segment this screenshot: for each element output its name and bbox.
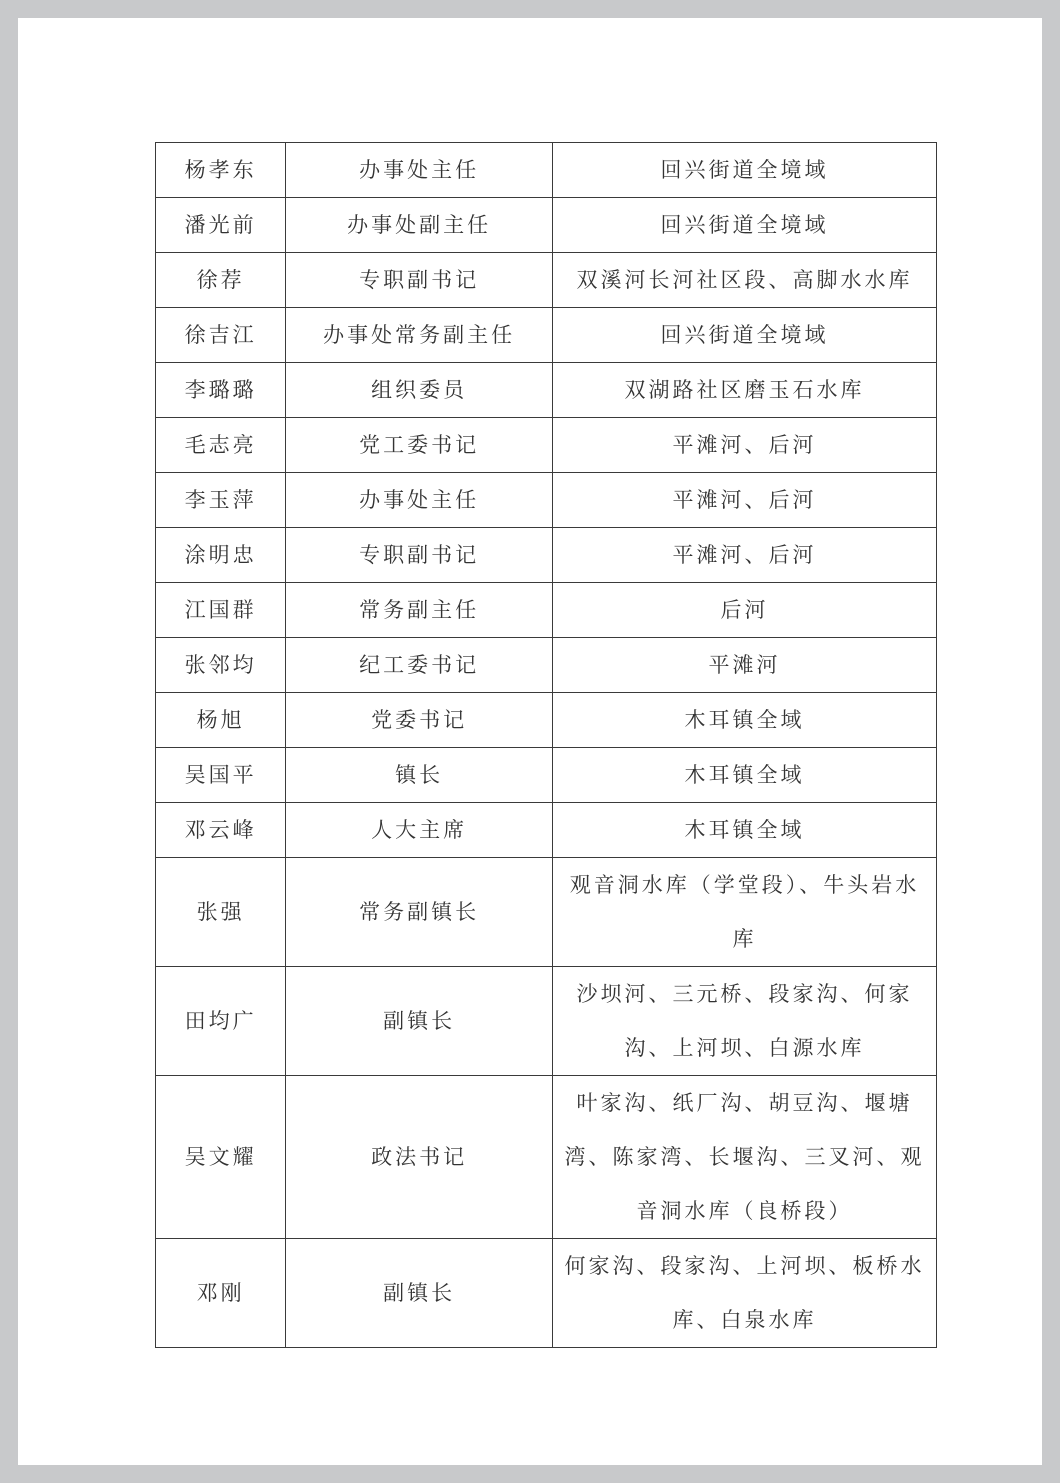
table-row bbox=[156, 418, 937, 473]
area-cell: 双溪河长河社区段、高脚水水库 bbox=[553, 253, 937, 308]
title-cell: 副镇长 bbox=[286, 1239, 553, 1348]
name-cell: 李璐璐 bbox=[156, 363, 286, 418]
title-cell: 专职副书记 bbox=[286, 253, 553, 308]
title-cell: 常务副主任 bbox=[286, 583, 553, 638]
title-cell: 纪工委书记 bbox=[286, 638, 553, 693]
name-cell: 徐荐 bbox=[156, 253, 286, 308]
area-cell: 木耳镇全域 bbox=[553, 693, 937, 748]
table-row bbox=[156, 528, 937, 583]
area-cell: 木耳镇全域 bbox=[553, 803, 937, 858]
name-cell: 张强 bbox=[156, 858, 286, 967]
name-cell: 吴国平 bbox=[156, 748, 286, 803]
table-row bbox=[156, 748, 937, 803]
table-row bbox=[156, 638, 937, 693]
name-cell: 田均广 bbox=[156, 967, 286, 1076]
title-cell: 副镇长 bbox=[286, 967, 553, 1076]
area-cell: 平滩河、后河 bbox=[553, 418, 937, 473]
area-cell: 回兴街道全境域 bbox=[553, 143, 937, 198]
name-cell: 李玉萍 bbox=[156, 473, 286, 528]
title-cell: 办事处副主任 bbox=[286, 198, 553, 253]
name-cell: 毛志亮 bbox=[156, 418, 286, 473]
table-row bbox=[156, 473, 937, 528]
name-cell: 张邻均 bbox=[156, 638, 286, 693]
area-cell: 平滩河、后河 bbox=[553, 528, 937, 583]
document-page bbox=[18, 18, 1042, 1465]
area-cell: 平滩河 bbox=[553, 638, 937, 693]
title-cell: 常务副镇长 bbox=[286, 858, 553, 967]
table-row bbox=[156, 583, 937, 638]
area-cell: 平滩河、后河 bbox=[553, 473, 937, 528]
name-cell: 潘光前 bbox=[156, 198, 286, 253]
table-row bbox=[156, 803, 937, 858]
area-cell: 回兴街道全境域 bbox=[553, 308, 937, 363]
area-cell: 何家沟、段家沟、上河坝、板桥水库、白泉水库 bbox=[553, 1239, 937, 1348]
area-cell: 木耳镇全域 bbox=[553, 748, 937, 803]
responsibility-table bbox=[155, 142, 937, 1348]
table-row bbox=[156, 143, 937, 198]
table-row bbox=[156, 1076, 937, 1239]
name-cell: 涂明忠 bbox=[156, 528, 286, 583]
name-cell: 吴文耀 bbox=[156, 1076, 286, 1239]
area-cell: 观音洞水库（学堂段）、牛头岩水库 bbox=[553, 858, 937, 967]
table-body bbox=[156, 143, 937, 1348]
area-cell: 双湖路社区磨玉石水库 bbox=[553, 363, 937, 418]
table-row bbox=[156, 693, 937, 748]
name-cell: 邓云峰 bbox=[156, 803, 286, 858]
area-cell: 沙坝河、三元桥、段家沟、何家沟、上河坝、白源水库 bbox=[553, 967, 937, 1076]
area-cell: 叶家沟、纸厂沟、胡豆沟、堰塘湾、陈家湾、长堰沟、三叉河、观音洞水库（良桥段） bbox=[553, 1076, 937, 1239]
title-cell: 办事处常务副主任 bbox=[286, 308, 553, 363]
title-cell: 镇长 bbox=[286, 748, 553, 803]
table-row bbox=[156, 253, 937, 308]
title-cell: 党委书记 bbox=[286, 693, 553, 748]
title-cell: 专职副书记 bbox=[286, 528, 553, 583]
area-cell: 回兴街道全境域 bbox=[553, 198, 937, 253]
title-cell: 人大主席 bbox=[286, 803, 553, 858]
title-cell: 办事处主任 bbox=[286, 473, 553, 528]
table-row bbox=[156, 967, 937, 1076]
name-cell: 江国群 bbox=[156, 583, 286, 638]
name-cell: 徐吉江 bbox=[156, 308, 286, 363]
title-cell: 党工委书记 bbox=[286, 418, 553, 473]
table-row bbox=[156, 858, 937, 967]
name-cell: 杨孝东 bbox=[156, 143, 286, 198]
table-row bbox=[156, 308, 937, 363]
title-cell: 办事处主任 bbox=[286, 143, 553, 198]
title-cell: 组织委员 bbox=[286, 363, 553, 418]
table-row bbox=[156, 363, 937, 418]
area-cell: 后河 bbox=[553, 583, 937, 638]
table-row bbox=[156, 1239, 937, 1348]
title-cell: 政法书记 bbox=[286, 1076, 553, 1239]
name-cell: 杨旭 bbox=[156, 693, 286, 748]
name-cell: 邓刚 bbox=[156, 1239, 286, 1348]
table-row bbox=[156, 198, 937, 253]
